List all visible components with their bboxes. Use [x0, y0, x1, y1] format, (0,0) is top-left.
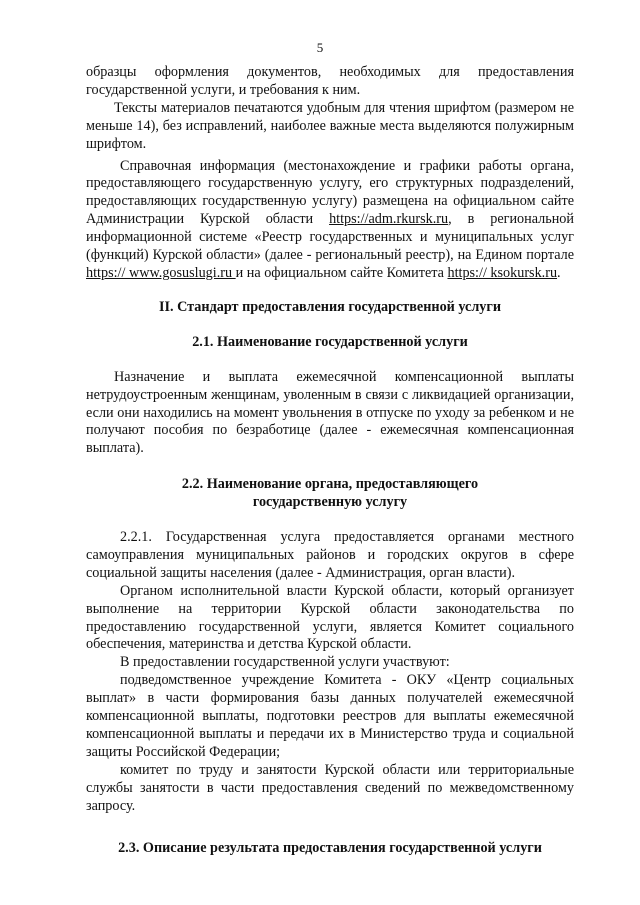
- paragraph-participants-intro: В предоставлении государственной услуги участвуют:: [120, 654, 450, 671]
- heading-2-1: 2.1. Наименование государственной услуги: [192, 333, 468, 350]
- reference-info-text-1: Справочная информация (местонахождение и графики работы органа, предоставляющего государственную услугу, его структурных подразделений, предоставляющих государственную услугу) размещена на официальном сайте Администрации Курской области: [86, 157, 574, 228]
- paragraph-font-requirements: Тексты материалов печатаются удобным для чтения шрифтом (размером не меньше 14), без исправлений, наиболее важные места выделяются полужирным шрифтом.: [86, 99, 574, 152]
- paragraph-service-name: Назначение и выплата ежемесячной компенсационной выплаты нетрудоустроенным женщинам, уволенным в связи с ликвидацией организации, если они находились на момент увольнения в отпуске по уходу за ребенком и не получают пособия по безработице (далее - ежемесячная компенсационная выплата).: [86, 368, 574, 457]
- reference-info-text-3: и на официальном сайте Комитета: [235, 264, 448, 281]
- paragraph-document-forms: образцы оформления документов, необходимых для предоставления государственной услуги, и требования к ним.: [86, 64, 574, 98]
- link-ksokursk[interactable]: https:// ksokursk.ru: [447, 264, 558, 281]
- page-number: 5: [316, 40, 324, 55]
- page-content: [86, 64, 574, 857]
- reference-info-text-4: .: [557, 264, 561, 281]
- link-gosuslugi[interactable]: https:// www.gosuslugi.ru: [86, 264, 236, 281]
- paragraph-2-2-1: 2.2.1. Государственная услуга предоставляется органами местного самоуправления муниципальных районов и городских округов в сфере социальной защиты населения (далее - Администрация, орган власти).: [86, 529, 574, 581]
- section-ii-heading: II. Стандарт предоставления государственной услуги: [158, 298, 502, 315]
- paragraph-reference-info: [86, 158, 574, 283]
- paragraph-participant-oku: подведомственное учреждение Комитета - ОКУ «Центр социальных выплат» в части формирования базы данных получателей ежемесячной компенсационной выплаты, подготовки реестров для выплаты ежемесячной компенсационной выплаты и передачи их в Министерство труда и социальной защиты Российской Федерации;: [86, 672, 574, 760]
- heading-2-2-line-1: 2.2. Наименование органа, предоставляющего: [181, 476, 479, 493]
- heading-2-2: [86, 476, 574, 512]
- paragraph-participant-labor-committee: комитет по труду и занятости Курской области или территориальные службы занятости в части предоставления сведений по межведомственному запросу.: [86, 761, 574, 814]
- paragraph-executive-body: Органом исполнительной власти Курской области, который организует выполнение на территории Курской области законодательства по предоставлению государственной услуги, является Комитет социального обеспечения, материнства и детства Курской области.: [86, 582, 574, 653]
- heading-2-2-line-2: государственную услугу: [252, 494, 408, 511]
- link-adm-rkursk[interactable]: https://adm.rkursk.ru: [329, 211, 449, 228]
- heading-2-3: 2.3. Описание результата предоставления государственной услуги: [118, 839, 542, 856]
- reference-info-text-2: , в региональной информационной системе «Реестр государственных и муниципальных услуг (функций) Курской области» (далее - региональный реестр), на Едином портале: [86, 211, 574, 264]
